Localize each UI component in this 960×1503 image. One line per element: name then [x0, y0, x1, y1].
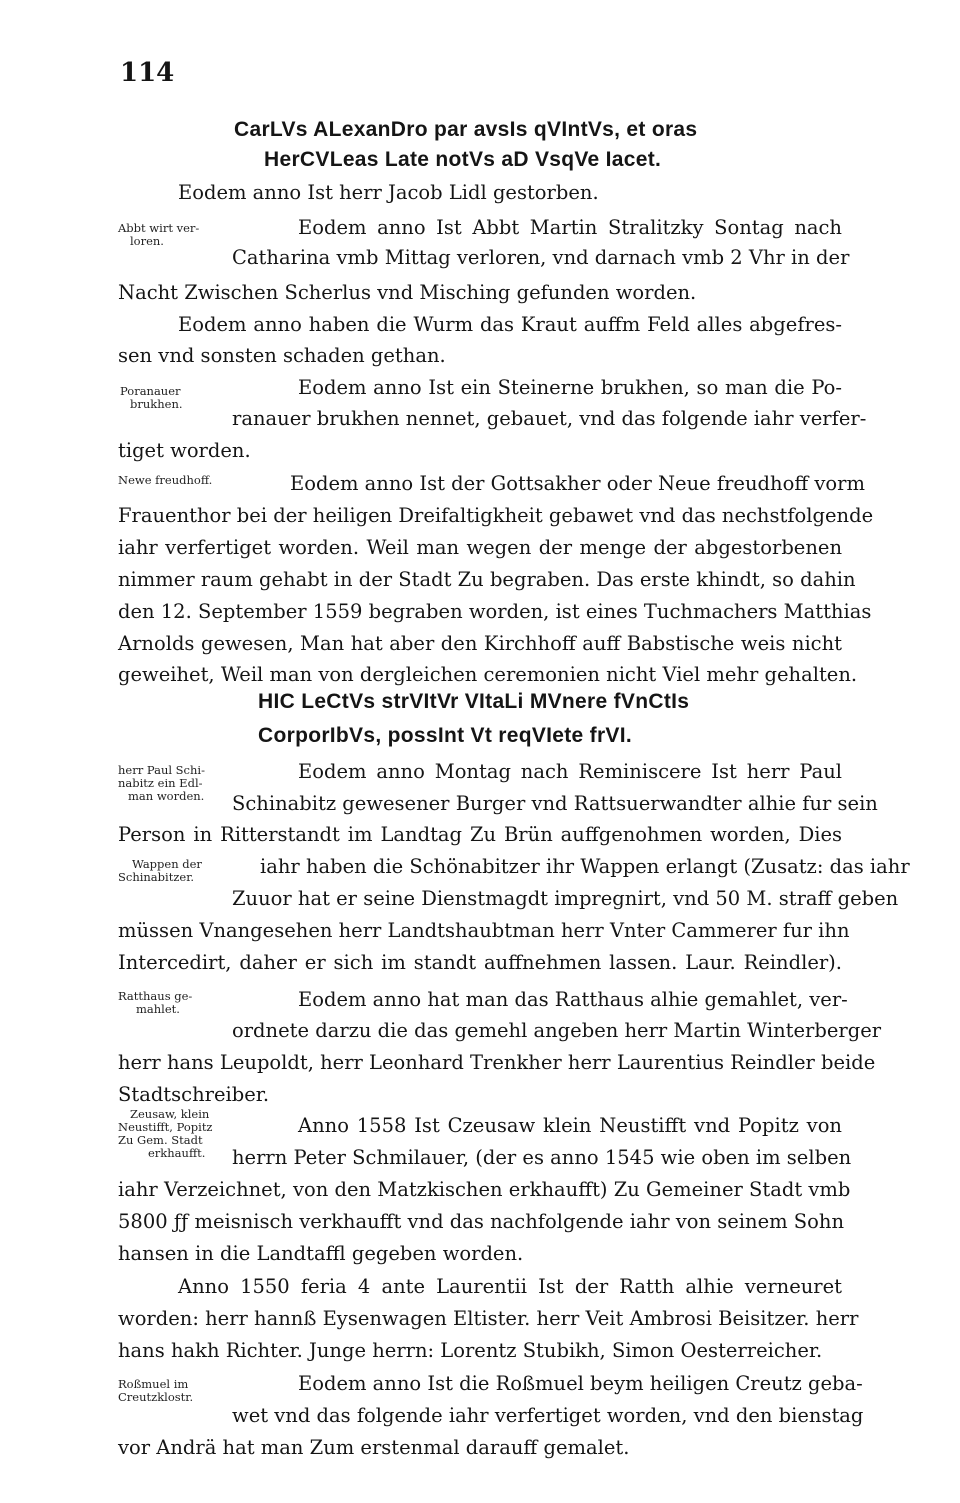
- margin-note-line: herr Paul Schi-: [118, 763, 205, 777]
- text-line: nimmer raum gehabt in der Stadt Zu begraben. Das erste khindt, so dahin: [118, 568, 856, 591]
- margin-note: [118, 858, 202, 884]
- text-line: Eodem anno hat man das Ratthaus alhie gemahlet, ver-: [298, 988, 848, 1011]
- text-line: iahr Verzeichnet, von den Matzkischen erkhaufft) Zu Gemeiner Stadt vmb: [118, 1178, 851, 1201]
- margin-note-line: brukhen.: [130, 397, 183, 411]
- chronogram-line: HerCVLeas Late notVs aD VsqVe Iacet.: [264, 148, 662, 171]
- text-line: Eodem anno Ist herr Jacob Lidl gestorben.: [178, 181, 599, 204]
- text-line: Zuuor hat er seine Dienstmagdt impregnirt, vnd 50 M. straff geben: [232, 887, 899, 910]
- margin-note-line: Zeusaw, klein: [130, 1107, 210, 1121]
- margin-note-line: man worden.: [128, 789, 205, 803]
- text-line: ranauer brukhen nennet, gebauet, vnd das folgende iahr verfer-: [232, 407, 867, 430]
- text-line: vor Andrä hat man Zum erstenmal darauff gemalet.: [118, 1436, 630, 1459]
- text-line: iahr verfertiget worden. Weil man wegen der menge der abgestorbenen: [118, 536, 842, 559]
- margin-note: [118, 764, 205, 803]
- margin-note-line: Newe freudhoff.: [118, 473, 213, 487]
- text-line: 5800 ƒƒ meisnisch verkhaufft vnd das nachfolgende iahr von seinem Sohn: [118, 1210, 845, 1233]
- text-line: Eodem anno haben die Wurm das Kraut auffm Feld alles abgefres-: [178, 313, 842, 336]
- page-number: 114: [120, 58, 175, 88]
- margin-note: [118, 990, 192, 1016]
- text-line: Nacht Zwischen Scherlus vnd Misching gefunden worden.: [118, 281, 697, 304]
- text-line: müssen Vnangesehen herr Landtshaubtman herr Vnter Cammerer fur ihn: [118, 919, 850, 942]
- text-line: Eodem anno Ist ein Steinerne brukhen, so man die Po-: [298, 376, 842, 399]
- text-line: Stadtschreiber.: [118, 1083, 270, 1106]
- text-line: den 12. September 1559 begraben worden, ist eines Tuchmachers Matthias: [118, 600, 872, 623]
- text-line: wet vnd das folgende iahr verfertiget worden, vnd den bienstag: [232, 1404, 864, 1427]
- margin-note: [120, 385, 183, 411]
- text-line: Eodem anno Montag nach Reminiscere Ist herr Paul: [298, 760, 842, 783]
- margin-note-line: Wappen der: [132, 857, 202, 871]
- text-line: Anno 1550 feria 4 ante Laurentii Ist der Ratth alhie verneuret: [178, 1275, 842, 1298]
- text-line: Eodem anno Ist der Gottsakher oder Neue freudhoff vorm: [290, 472, 865, 495]
- margin-note-line: Creutzklostr.: [118, 1390, 194, 1404]
- margin-note: [118, 1378, 193, 1404]
- text-line: ordnete darzu die das gemehl angeben herr Martin Winterberger: [232, 1019, 882, 1042]
- margin-note-line: Poranauer: [120, 384, 181, 398]
- text-line: worden: herr hannß Eysenwagen Eltister. herr Veit Ambrosi Beisitzer. herr: [118, 1307, 859, 1330]
- text-line: tiget worden.: [118, 439, 251, 462]
- margin-note-line: Schinabitzer.: [118, 870, 195, 884]
- text-line: Arnolds gewesen, Man hat aber den Kirchhoff auff Babstische weis nicht: [118, 632, 842, 655]
- text-line: hans hakh Richter. Junge herrn: Lorentz Stubikh, Simon Oesterreicher.: [118, 1339, 823, 1362]
- margin-note-line: Zu Gem. Stadt: [118, 1133, 203, 1147]
- text-line: Eodem anno Ist die Roßmuel beym heiligen Creutz geba-: [298, 1372, 863, 1395]
- margin-note: [118, 474, 212, 487]
- text-line: Intercedirt, daher er sich im standt auffnehmen lassen. Laur. Reindler).: [118, 951, 842, 974]
- text-line: Frauenthor bei der heiligen Dreifaltigkheit gebawet vnd das nechstfolgende: [118, 504, 874, 527]
- text-line: sen vnd sonsten schaden gethan.: [118, 344, 446, 367]
- text-line: herrn Peter Schmilauer, (der es anno 1545 wie oben im selben: [232, 1146, 852, 1169]
- margin-note-line: nabitz ein Edl-: [118, 776, 203, 790]
- text-line: Catharina vmb Mittag verloren, vnd darnach vmb 2 Vhr in der: [232, 246, 850, 269]
- text-line: Anno 1558 Ist Czeusaw klein Neustifft vnd Popitz von: [298, 1114, 842, 1137]
- margin-note-line: loren.: [130, 234, 164, 248]
- text-line: hansen in die Landtaffl gegeben worden.: [118, 1242, 524, 1265]
- margin-note: [118, 1108, 213, 1160]
- text-line: herr hans Leupoldt, herr Leonhard Trenkher herr Laurentius Reindler beide: [118, 1051, 876, 1074]
- chronogram-line: CarLVs ALexanDro par avsIs qVIntVs, et oras: [234, 118, 698, 141]
- margin-note-line: erkhaufft.: [148, 1146, 206, 1160]
- text-line: iahr haben die Schönabitzer ihr Wappen erlangt (Zusatz: das iahr: [260, 855, 910, 878]
- text-line: Schinabitz gewesener Burger vnd Rattsuerwandter alhie fur sein: [232, 792, 878, 815]
- text-line: Eodem anno Ist Abbt Martin Stralitzky Sontag nach: [298, 216, 842, 239]
- chronogram-line: CorporIbVs, possInt Vt reqVIete frVI.: [258, 724, 632, 747]
- margin-note-line: Abbt wirt ver-: [118, 221, 200, 235]
- text-line: Person in Ritterstandt im Landtag Zu Brün auffgenohmen worden, Dies: [118, 823, 842, 846]
- margin-note-line: Ratthaus ge-: [118, 989, 193, 1003]
- chronogram-line: HIC LeCtVs strVItVr VItaLi MVnere fVnCtIs: [258, 690, 690, 713]
- margin-note-line: Neustifft, Popitz: [118, 1120, 213, 1134]
- margin-note-line: mahlet.: [136, 1002, 180, 1016]
- margin-note-line: Roßmuel im: [118, 1377, 189, 1391]
- text-line: geweihet, Weil man von dergleichen ceremonien nicht Viel mehr gehalten.: [118, 663, 858, 686]
- margin-note: [118, 222, 199, 248]
